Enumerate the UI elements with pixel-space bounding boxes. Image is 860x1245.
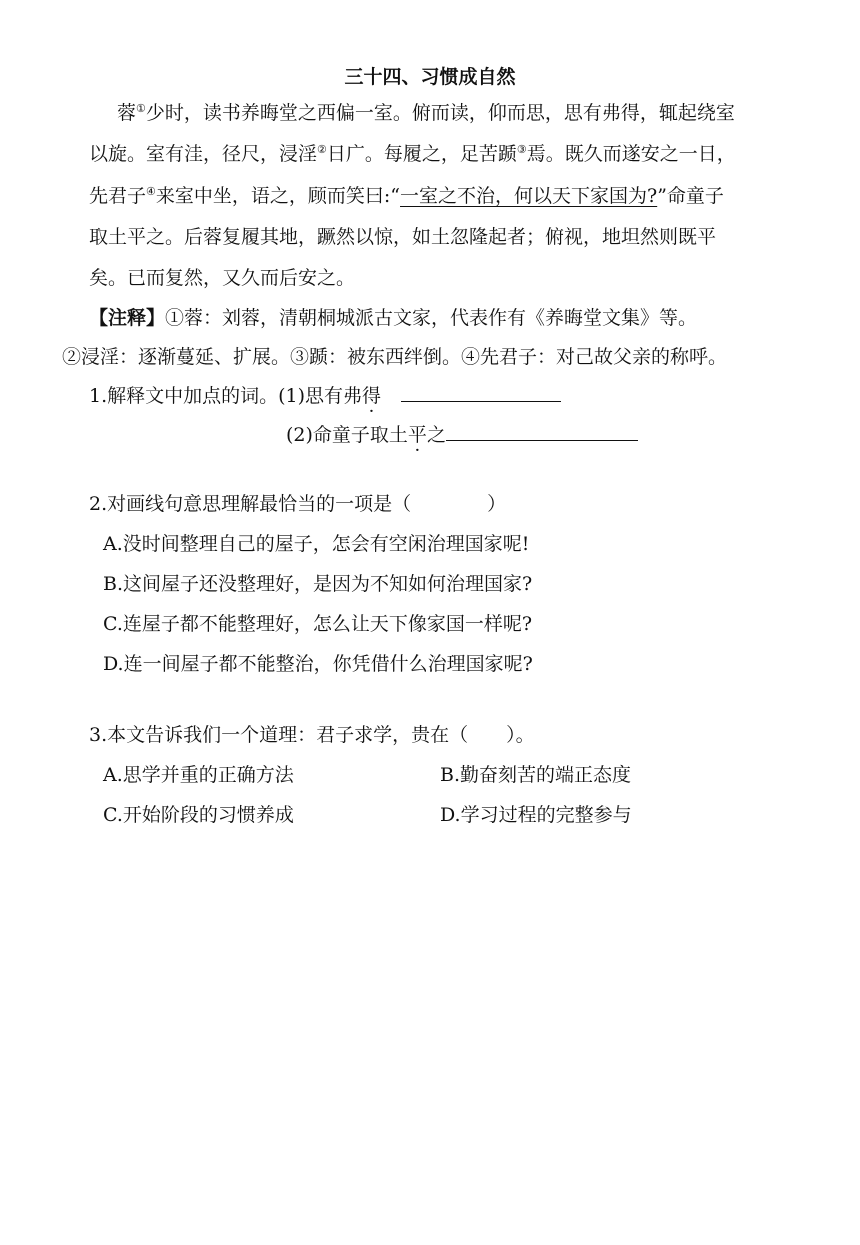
- passage-text: 以旋。室有洼，径尺，浸淫: [89, 143, 318, 165]
- answer-blank-2[interactable]: [446, 422, 638, 441]
- passage-line-3: [89, 183, 724, 209]
- passage-text: 来室中坐，语之，顾而笑曰:“: [155, 185, 401, 207]
- passage-text: ”命童子: [657, 185, 724, 207]
- passage-text: 日广。每履之，足苦踬: [326, 143, 517, 165]
- footnote-mark: ③: [516, 143, 527, 156]
- passage-text: 焉。既久而遂安之一日，: [526, 143, 736, 165]
- underlined-sentence: 一室之不治，何以天下家国为?: [400, 185, 658, 207]
- question-2-option-b[interactable]: B.这间屋子还没整理好，是因为不知如何治理国家?: [103, 573, 533, 595]
- passage-text: 少时，读书养晦堂之西偏一室。俯而读，仰而思，思有弗得，辄起绕室: [145, 102, 735, 124]
- question-text: (2)命童子取土: [286, 424, 408, 446]
- question-2-option-a[interactable]: A.没时间整理自己的屋子，怎会有空闲治理国家呢!: [103, 533, 530, 555]
- dotted-word: 得: [362, 385, 382, 407]
- question-1-line-2: [286, 422, 638, 448]
- dotted-word: 平: [407, 424, 427, 446]
- notes-text: ①蓉：刘蓉，清朝桐城派古文家，代表作有《养晦堂文集》等。: [165, 307, 698, 329]
- page-title: 三十四、习惯成自然: [344, 66, 516, 88]
- notes-line-1: [89, 305, 697, 331]
- question-text: 1.解释文中加点的词。(1)思有弗: [89, 385, 363, 407]
- footnote-mark: ①: [136, 102, 146, 115]
- notes-label: 【注释】: [89, 307, 166, 329]
- passage-line-4: 取土平之。后蓉复履其地，蹶然以惊，如土忽隆起者；俯视，地坦然则既平: [89, 226, 717, 248]
- question-3-option-c[interactable]: C.开始阶段的习惯养成: [103, 804, 294, 826]
- answer-blank-1[interactable]: [401, 383, 561, 402]
- footnote-mark: ②: [317, 143, 327, 156]
- question-text: 之: [426, 424, 446, 446]
- question-3-option-b[interactable]: B.勤奋刻苦的端正态度: [440, 764, 632, 786]
- passage-text: 蓉: [117, 102, 137, 124]
- passage-text: 先君子: [89, 185, 147, 207]
- question-1-line-1: [89, 383, 561, 409]
- passage-line-5: 矣。已而复然，又久而后安之。: [89, 267, 356, 289]
- question-2-stem: 2.对画线句意思理解最恰当的一项是（ ）: [89, 493, 507, 515]
- passage-line-2: [89, 141, 736, 167]
- question-3-option-a[interactable]: A.思学并重的正确方法: [103, 764, 294, 786]
- question-2-option-c[interactable]: C.连屋子都不能整理好，怎么让天下像家国一样呢?: [103, 613, 533, 635]
- question-3-stem: 3.本文告诉我们一个道理：君子求学，贵在（ ）。: [89, 724, 535, 746]
- passage-line-1: [117, 100, 735, 126]
- question-2-option-d[interactable]: D.连一间屋子都不能整治，你凭借什么治理国家呢?: [103, 653, 533, 675]
- notes-line-2: ②浸淫：逐渐蔓延、扩展。③踬：被东西绊倒。④先君子：对己故父亲的称呼。: [62, 346, 728, 368]
- question-3-option-d[interactable]: D.学习过程的完整参与: [440, 804, 632, 826]
- footnote-mark: ④: [146, 185, 156, 198]
